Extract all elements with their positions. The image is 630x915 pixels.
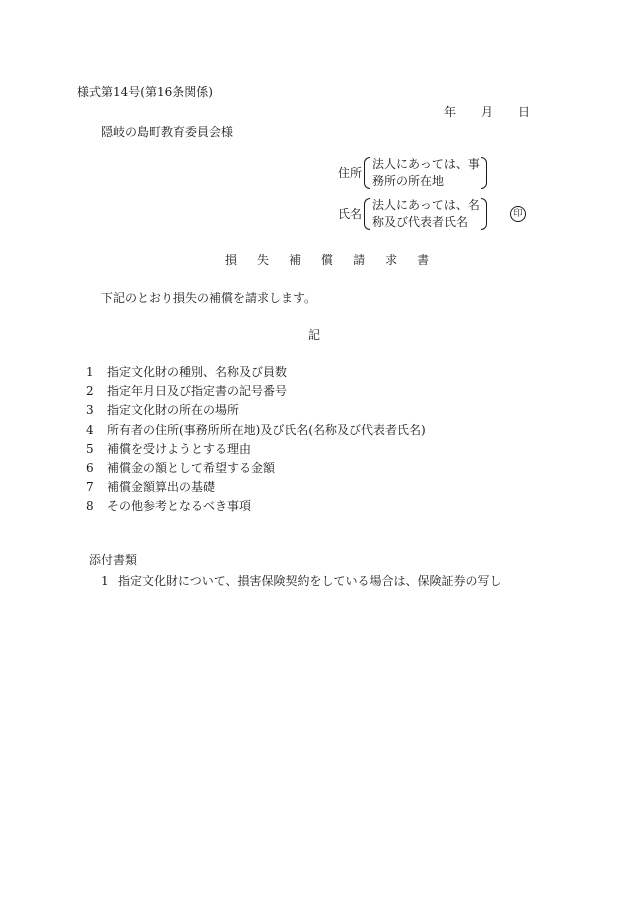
list-item (86, 364, 426, 383)
name-brace-right (481, 198, 487, 230)
item-text: 指定文化財の種別、名称及び員数 (107, 365, 288, 379)
ki-heading: 記 (308, 328, 321, 342)
item-text: 補償を受けようとする理由 (107, 441, 252, 456)
item-number: 3 (86, 403, 94, 418)
item-number: 5 (86, 441, 94, 456)
date-year: 年 (444, 105, 457, 119)
address-label: 住所 (338, 166, 363, 180)
item-number: 8 (86, 499, 94, 514)
seal-mark: 印 (510, 206, 526, 222)
addressee: 隠岐の島町教育委員会様 (101, 125, 234, 139)
title-char: 補 (289, 253, 302, 267)
attachment-number: 1 (101, 574, 109, 588)
form-number: 様式第14号(第16条関係) (77, 85, 213, 99)
title-char: 求 (385, 253, 398, 267)
list-item (86, 479, 426, 498)
date-month: 月 (481, 105, 494, 119)
list-item (86, 402, 426, 421)
item-number: 6 (86, 460, 94, 475)
attachment-text: 指定文化財について、損害保険契約をしている場合は、保険証券の写し (118, 574, 502, 588)
title-char: 書 (417, 253, 430, 267)
name-line-1: 法人にあっては、名 (372, 198, 480, 212)
list-item (86, 422, 426, 441)
address-brace-right (481, 157, 487, 189)
address-line-1: 法人にあっては、事 (372, 157, 480, 171)
item-number: 1 (86, 365, 94, 379)
date-line (444, 104, 530, 120)
list-item (86, 383, 426, 402)
item-text: 指定年月日及び指定書の記号番号 (107, 384, 288, 399)
list-item (86, 441, 426, 460)
title-char: 償 (321, 253, 334, 267)
attachments-heading: 添付書類 (89, 553, 138, 567)
item-list (86, 364, 426, 518)
item-number: 2 (86, 384, 94, 399)
item-text: 補償金の額として希望する金額 (107, 460, 276, 475)
name-label: 氏名 (338, 207, 363, 221)
name-brace-left (364, 198, 370, 230)
list-item (86, 498, 426, 517)
name-line-2: 称及び代表者氏名 (372, 215, 469, 229)
address-line-2: 務所の所在地 (372, 174, 445, 188)
document-title (225, 252, 429, 268)
item-number: 7 (86, 480, 94, 495)
item-text: 所有者の住所(事務所所在地)及び氏名(名称及び代表者氏名) (107, 422, 426, 437)
title-char: 失 (257, 253, 270, 267)
attachment-item (101, 573, 502, 589)
list-item (86, 460, 426, 479)
address-brace-left (364, 157, 370, 189)
title-char: 請 (353, 253, 366, 267)
item-text: その他参考となるべき事項 (107, 499, 252, 514)
lead-text: 下記のとおり損失の補償を請求します。 (101, 291, 317, 305)
item-text: 指定文化財の所在の場所 (107, 403, 240, 418)
date-day: 日 (518, 105, 531, 119)
title-char: 損 (225, 253, 238, 267)
item-text: 補償金額算出の基礎 (107, 480, 216, 495)
item-number: 4 (86, 422, 94, 437)
